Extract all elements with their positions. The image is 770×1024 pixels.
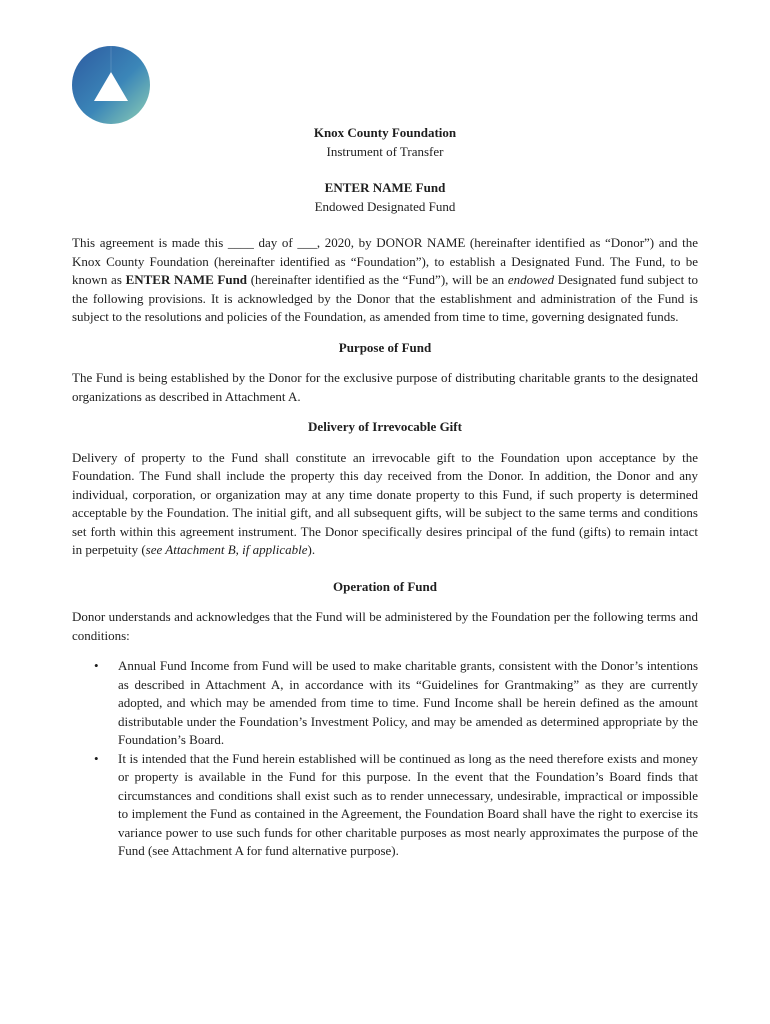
operation-terms-list	[72, 657, 698, 861]
bullet-icon: •	[94, 750, 99, 766]
purpose-paragraph: The Fund is being established by the Donor for the exclusive purpose of distributing charitable grants to the designated organizations as described in Attachment A.	[72, 370, 698, 404]
document-type: Instrument of Transfer	[326, 143, 444, 159]
operation-heading: Operation of Fund	[332, 578, 437, 594]
delivery-heading: Delivery of Irrevocable Gift	[308, 419, 462, 434]
purpose-heading: Purpose of Fund	[338, 339, 432, 355]
operation-intro: Donor understands and acknowledges that the Fund will be administered by the Foundation per the following terms and conditions:	[72, 609, 698, 643]
endowed-term: endowed	[507, 272, 555, 287]
fund-type: Endowed Designated Fund	[314, 198, 456, 214]
document-header	[72, 124, 698, 216]
attachment-b-reference: see Attachment B, if applicable	[145, 542, 308, 557]
org-name: Knox County Foundation	[313, 125, 457, 140]
intro-paragraph: This agreement is made this ____ day of ___, 2020, by DONOR NAME (hereinafter identified as “Donor”) and the Knox County Foundation (hereinafter identified as “Foundation”), to establish a Designated Fund. The Fund, to be known as ENTER NAME Fund (hereinafter identified as the “Fund”), will be an endowed Designated fund subject to the following provisions. It is acknowledged by the Donor that the establishment and administration of the Fund is subject to the resolutions and policies of the Foundation, as amended from time to time, governing designated funds.	[72, 235, 699, 324]
delivery-paragraph: Delivery of property to the Fund shall constitute an irrevocable gift to the Foundation upon acceptance by the Foundation. The Fund shall include the property this day received from the Donor. In addition, the Donor and any individual, corporation, or organization may at any time donate property to this Fund, if such property is determined acceptable by the Foundation. The initial gift, and all subsequent gifts, will be subject to the same terms and conditions set forth within this agreement instrument. The Donor specifically desires principal of the fund (gifts) to remain intact in perpetuity (see Attachment B, if applicable).	[72, 449, 698, 557]
bullet-icon: •	[94, 658, 99, 673]
list-item: • Annual Fund Income from Fund will be used to make charitable grants, consistent with the Donor’s intentions as described in Attachment A, in accordance with its “Guidelines for Grantmaking” as they are currently adopted, and which may be amended from time to time. Fund Income shall be herein defined as the amount distributable under the Foundation’s Investment Policy, and may be amended as determined appropriate by the Foundation’s Board.	[94, 658, 698, 747]
document-body	[72, 124, 698, 861]
fund-name-inline: ENTER NAME Fund	[125, 272, 248, 287]
fund-name: ENTER NAME Fund	[324, 180, 446, 195]
list-item: • It is intended that the Fund herein established will be continued as long as the need therefore exists and money or property is available in the Fund for this purpose. In the event that the Foundation’s Board finds that circumstances and conditions shall exist such as to render unnecessary, undesirable, impractical or impossible to implement the Fund as contained in the Agreement, the Foundation Board shall have the right to exercise its variance power to use such funds for other charitable purposes as most nearly approximates the purpose of the Fund (see Attachment A for fund alternative purpose).	[94, 750, 698, 858]
foundation-logo	[71, 45, 151, 125]
